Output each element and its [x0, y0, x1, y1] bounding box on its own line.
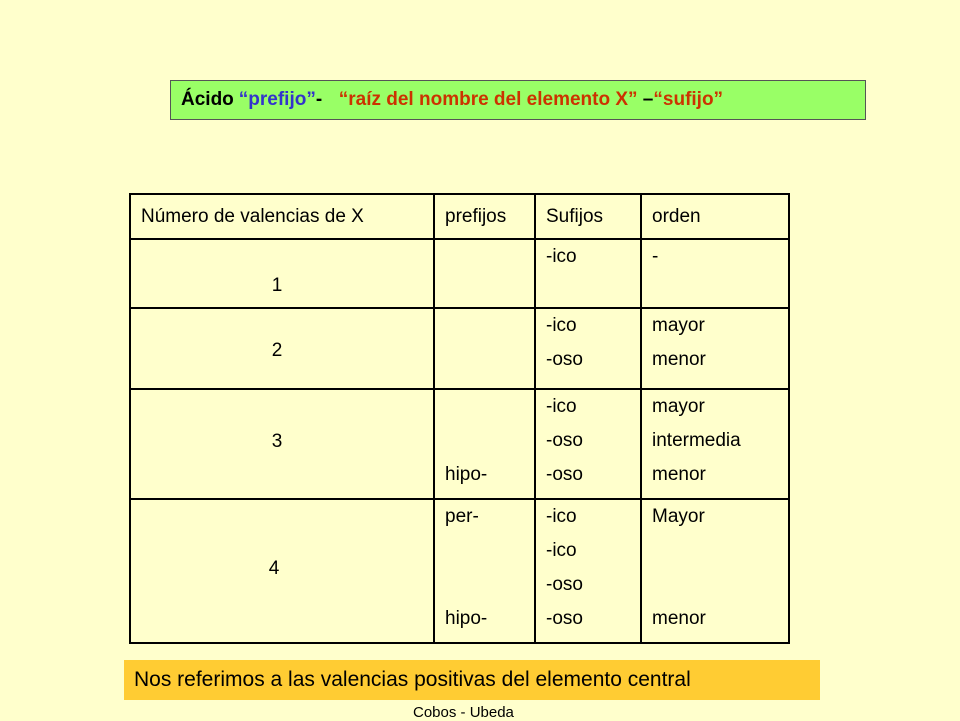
header-valencias: Número de valencias de X	[130, 194, 434, 239]
row-sufijos	[535, 389, 641, 499]
valences-table	[129, 193, 790, 644]
row-prefijos	[434, 389, 535, 499]
sufijo-line: -ico	[546, 396, 577, 417]
row-orden	[641, 308, 789, 389]
orden-line: menor	[652, 349, 706, 370]
note-box	[124, 660, 820, 700]
row-prefijos	[434, 239, 535, 308]
table-header-row	[130, 194, 789, 239]
header-orden: orden	[641, 194, 789, 239]
note-text: Nos referimos a las valencias positivas del elemento central	[134, 668, 691, 691]
row-prefijos	[434, 499, 535, 643]
orden-line: mayor	[652, 315, 705, 336]
orden-line: menor	[652, 464, 706, 485]
row-orden	[641, 389, 789, 499]
row-sufijos	[535, 499, 641, 643]
sufijo-line: -oso	[546, 574, 583, 595]
sufijo-line: -ico	[546, 506, 577, 527]
row-orden	[641, 239, 789, 308]
sufijo-line: -ico	[546, 246, 577, 267]
row-valencias: 3	[130, 389, 434, 499]
row-valencias: 1	[130, 239, 434, 308]
acid-formula-box	[170, 80, 866, 120]
formula-root: “raíz del nombre del elemento X”	[338, 89, 638, 110]
table-row	[130, 389, 789, 499]
row-valencias: 4	[130, 499, 434, 643]
header-prefijos: prefijos	[434, 194, 535, 239]
row-prefijos	[434, 308, 535, 389]
prefijo-line: hipo-	[445, 464, 488, 485]
orden-line: Mayor	[652, 506, 705, 527]
prefijo-line: per-	[445, 506, 479, 527]
formula-dash-2: –	[637, 89, 654, 110]
formula-prefix: “prefijo”	[238, 89, 316, 110]
row-valencias: 2	[130, 308, 434, 389]
sufijo-line: -oso	[546, 430, 583, 451]
row-sufijos	[535, 239, 641, 308]
sufijo-line: -oso	[546, 349, 583, 370]
sufijo-line: -oso	[546, 608, 583, 629]
formula-acid-word: Ácido	[181, 89, 234, 110]
sufijo-line: -ico	[546, 540, 577, 561]
table-row	[130, 239, 789, 308]
orden-line: -	[652, 246, 659, 267]
row-orden	[641, 499, 789, 643]
orden-line: menor	[652, 608, 706, 629]
header-sufijos: Sufijos	[535, 194, 641, 239]
sufijo-line: -ico	[546, 315, 577, 336]
author-footer: Cobos - Ubeda	[413, 704, 514, 721]
orden-line: mayor	[652, 396, 705, 417]
formula-suffix: “sufijo”	[653, 89, 724, 110]
sufijo-line: -oso	[546, 464, 583, 485]
formula-dash-1: -	[315, 89, 333, 110]
prefijo-line: hipo-	[445, 608, 488, 629]
orden-line: intermedia	[652, 430, 741, 451]
row-sufijos	[535, 308, 641, 389]
table-row	[130, 499, 789, 643]
table-row	[130, 308, 789, 389]
